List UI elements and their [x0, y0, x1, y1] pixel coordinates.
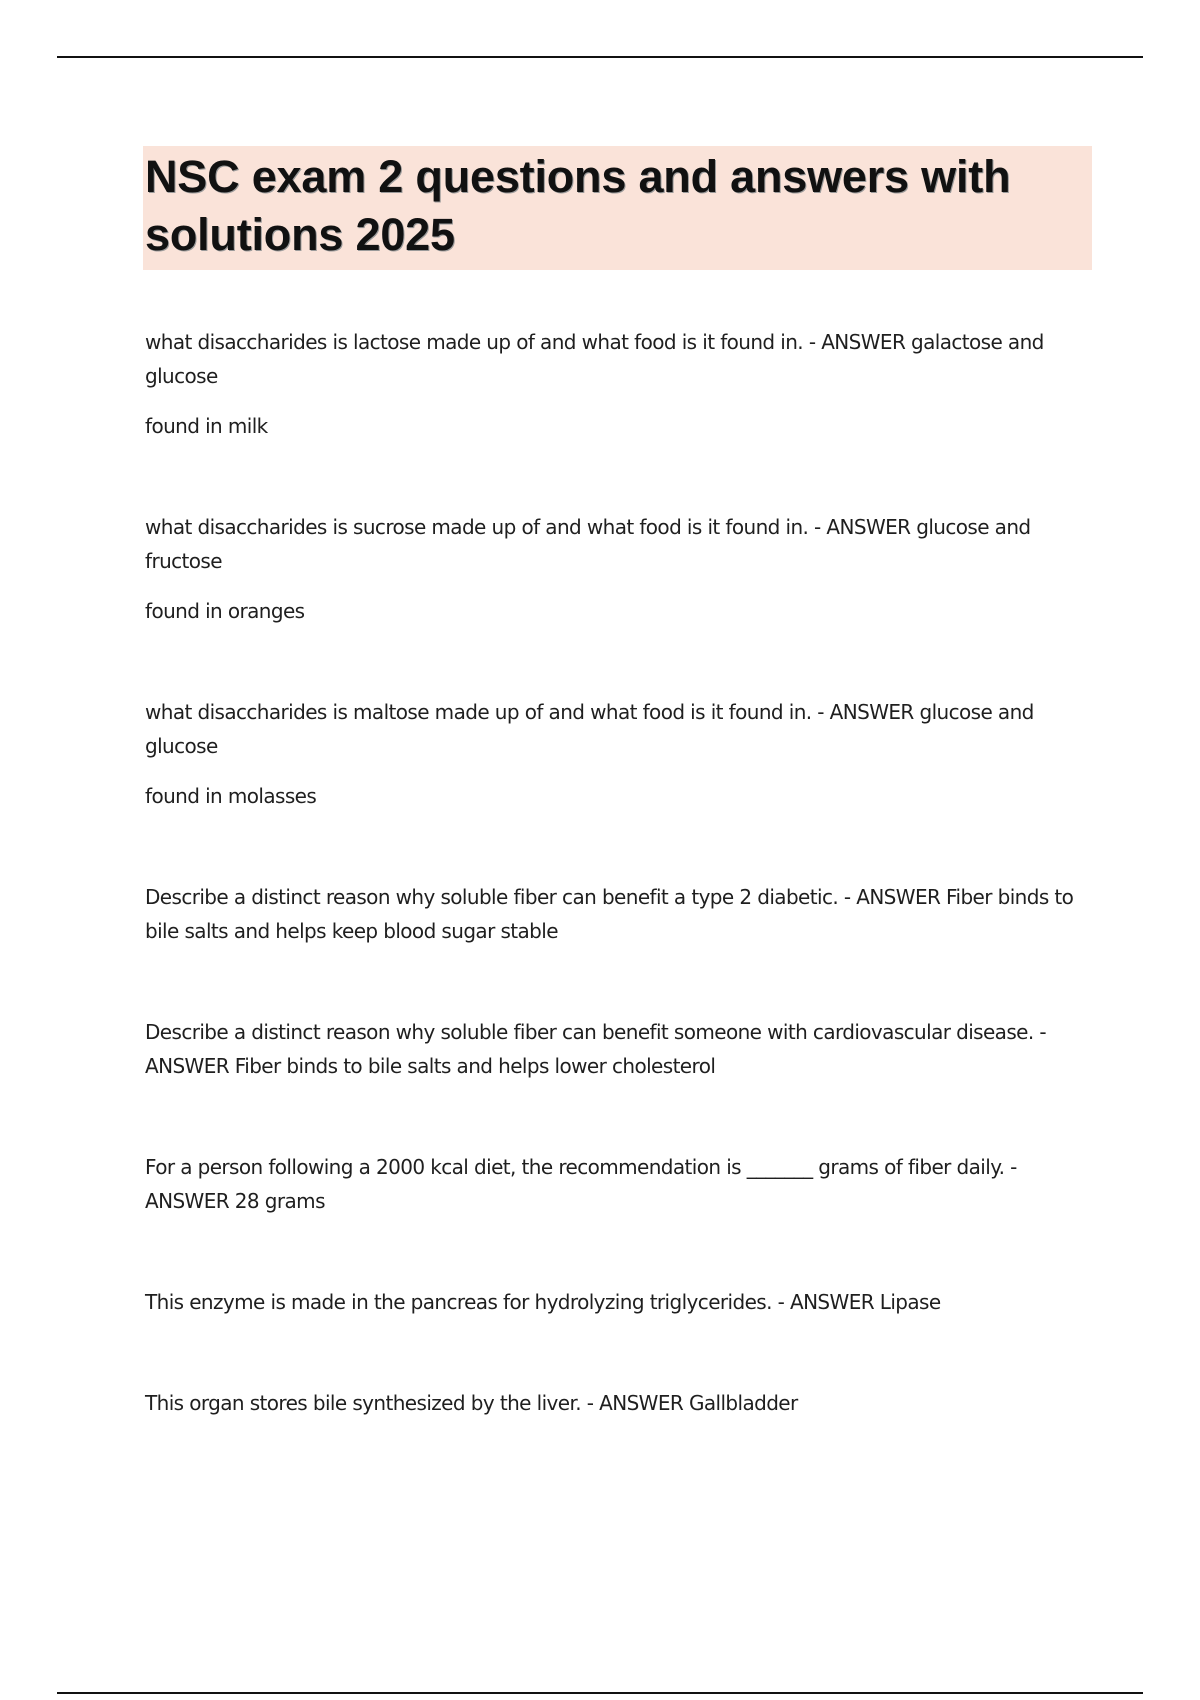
qa-text: found in oranges: [145, 599, 305, 623]
qa-item: [145, 1285, 1095, 1319]
qa-text: Describe a distinct reason why soluble fiber can benefit someone with cardiovascular disease. - ANSWER Fiber binds to bile salts and helps lower cholesterol: [145, 1020, 1046, 1078]
qa-item: [145, 510, 1095, 628]
qa-text: This enzyme is made in the pancreas for hydrolyzing triglycerides. - ANSWER Lipase: [145, 1290, 941, 1314]
qa-item: [145, 880, 1095, 948]
qa-item: [145, 1150, 1095, 1218]
qa-text: For a person following a 2000 kcal diet, the recommendation is _______ grams of fiber daily. - ANSWER 28 grams: [145, 1155, 1017, 1213]
qa-item: [145, 325, 1095, 443]
footer-rule: [57, 1692, 1143, 1694]
header-rule: [57, 56, 1143, 58]
qa-list: [145, 325, 1095, 1420]
qa-text: what disaccharides is lactose made up of and what food is it found in. - ANSWER galactose and glucose: [145, 330, 1044, 388]
document-title: NSC exam 2 questions and answers with solutions 2025: [145, 151, 1011, 260]
qa-text: what disaccharides is sucrose made up of and what food is it found in. - ANSWER glucose and fructose: [145, 515, 1031, 573]
qa-text: This organ stores bile synthesized by the liver. - ANSWER Gallbladder: [145, 1391, 798, 1415]
qa-item: [145, 1015, 1095, 1083]
qa-text: found in molasses: [145, 784, 317, 808]
qa-text: found in milk: [145, 414, 268, 438]
qa-item: [145, 695, 1095, 813]
qa-text: what disaccharides is maltose made up of and what food is it found in. - ANSWER glucose and glucose: [145, 700, 1034, 758]
qa-item: [145, 1386, 1095, 1420]
qa-text: Describe a distinct reason why soluble fiber can benefit a type 2 diabetic. - ANSWER Fiber binds to bile salts and helps keep blood sugar stable: [145, 885, 1074, 943]
